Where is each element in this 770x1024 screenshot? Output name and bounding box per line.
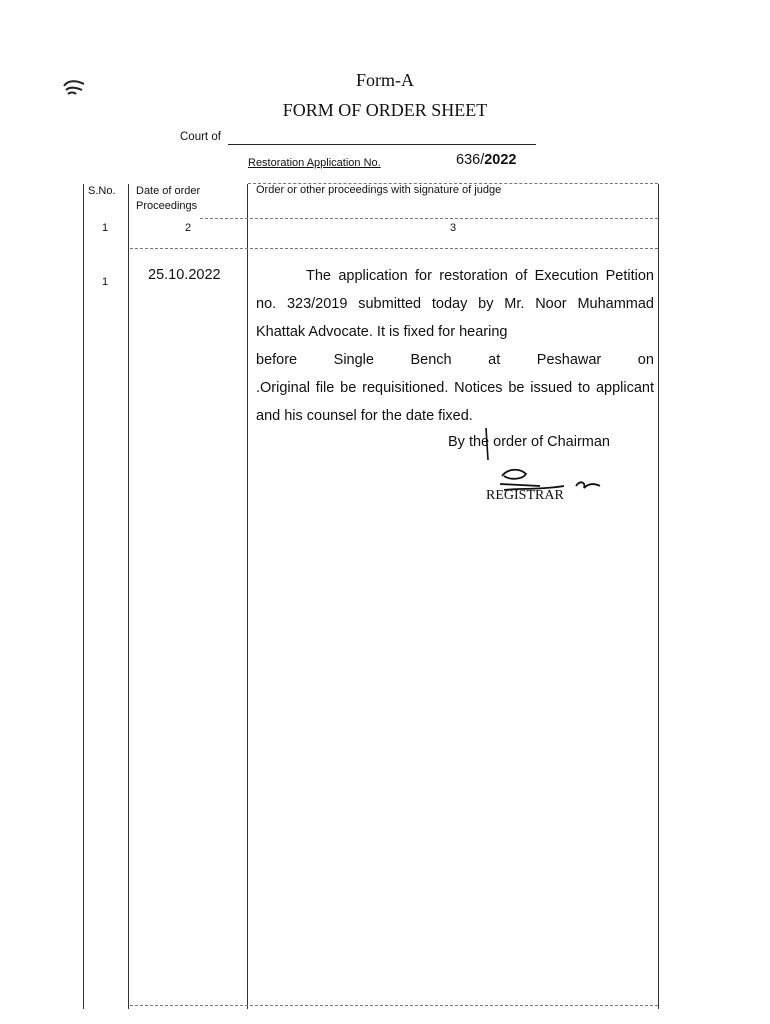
order-text bbox=[256, 262, 654, 430]
order-paragraph-start: The application for restoration of Execution Petition no. 323/2019 submitted today by Mr. Noor Muhammad Khattak Advocate. It is fixed for hearing bbox=[256, 268, 654, 340]
table-bottom-rule bbox=[130, 1005, 658, 1006]
hearing-word: Single bbox=[333, 352, 374, 368]
number-row-rule bbox=[130, 248, 658, 249]
hearing-word: on bbox=[637, 352, 654, 368]
signoff-line: By the order of Chairman bbox=[448, 434, 610, 450]
application-number-prefix: 636/ bbox=[456, 152, 485, 168]
table-border-left bbox=[83, 184, 84, 1009]
application-label: Restoration Application No. bbox=[248, 157, 381, 169]
application-number bbox=[456, 152, 517, 168]
table-border-right bbox=[658, 184, 659, 1009]
hearing-word: Bench bbox=[410, 352, 452, 368]
hearing-line bbox=[256, 346, 654, 374]
form-label: Form-A bbox=[356, 70, 414, 90]
column-number-3: 3 bbox=[450, 222, 457, 234]
hearing-word: at bbox=[488, 352, 501, 368]
court-label: Court of bbox=[180, 131, 221, 143]
table-divider-1 bbox=[128, 184, 129, 1009]
hearing-word: before bbox=[256, 352, 298, 368]
column-header-sno: S.No. bbox=[88, 185, 116, 197]
header-bottom-rule bbox=[200, 218, 658, 219]
column-number-1: 1 bbox=[102, 222, 109, 234]
order-paragraph-end: .Original file be requisitioned. Notices be issued to applicant and his counsel for the date fixed. bbox=[256, 380, 654, 424]
application-number-year: 2022 bbox=[484, 152, 517, 168]
signatory-title: REGISTRAR bbox=[486, 488, 564, 503]
column-header-order: Order or other proceedings with signature of judge bbox=[256, 184, 502, 196]
table-divider-2 bbox=[247, 184, 248, 1009]
court-blank-line bbox=[228, 144, 536, 145]
hearing-word: Peshawar bbox=[536, 352, 602, 368]
form-title: FORM OF ORDER SHEET bbox=[282, 100, 488, 120]
column-number-2: 2 bbox=[185, 222, 192, 234]
entry-serial: 1 bbox=[102, 276, 109, 288]
column-header-date: Date of order Proceedings bbox=[136, 185, 201, 212]
entry-date: 25.10.2022 bbox=[148, 267, 221, 283]
